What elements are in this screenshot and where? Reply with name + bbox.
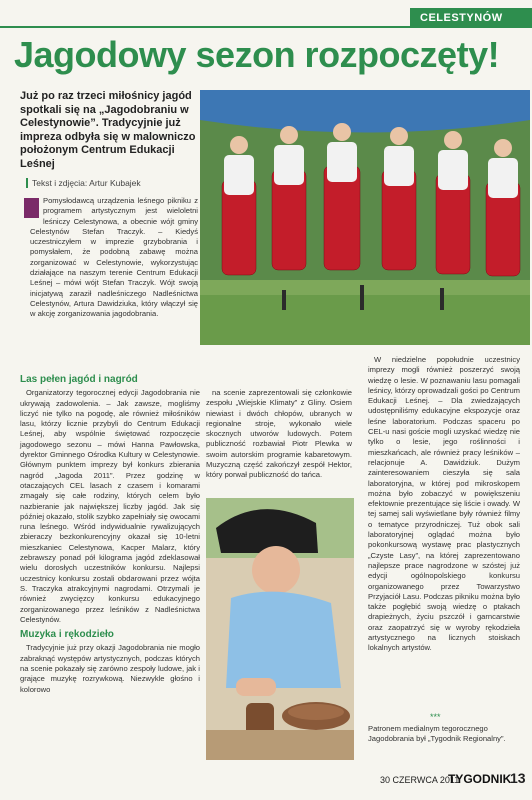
author-credit: Tekst i zdjęcia: Artur Kubajek [26,178,202,188]
article-lead [20,90,200,171]
col3-paragraph: W niedzielne popołudnie uczestnicy imprezy mogli również poszerzyć swoją wiedzę o lesie. W poznawaniu lasu pomagali leśnicy, którzy oprowadzali gości po Centrum Edukacji Leśnej. – Dla zwiedzających udostępniliśmy edukacyjne ekspozycje oraz leśne laboratorium. Podczas spaceru po CEL-u nasi goście mogli uzyskać wiedzę nie tylko o lesie, jego roślinności i mieszkańcach, ale również pracy leśników – relacjonuje A. Dawidziuk. Dużym zainteresowaniem cieszyła się sala laboratoryjna, w której pod mikroskopem można było zobaczyć w powiększeniu efektownie prezentujące się liście i owady. W tej samej sali wyświetlane były również filmy o tematyce przyrodniczej. Tuż obok sali laboratoryjnej oglądać można było pokonkursową wystawę prac plastycznych „Czyste Lasy”, na której zaprezentowano najlepsze prace nagrodzone w szóstej już edycji ogólnopolskiego konkursu organizowanego przez Towarzystwo Przyjaciół Lasu. Podczas pikniku można było także pogłębić swoją wiedzę o ptakach drapieżnych, życiu pszczół i garncarstwie oraz zaopatrzyć się w wyroby rękodzieła artystycznego na licznych stoiskach lokalnych artystów. [368,355,520,653]
col2-paragraph: na scenie zaprezentowali się członkowie zespołu „Wiejskie Klimaty” z Gliny. Osiem niewiast i dwóch chłopów, ubranych w regionalne stroje, wykonało wiele skocznych utworów ludowych. Potem publiczność rozbawiał Piotr Plewka w swoim autorskim programie kabaretowym. Muzyczną część zakończył zespół Hektor, który porwał publiczność do tańca. [206,388,352,480]
drop-cap-marker [24,198,39,218]
footer-brand: TYGODNIK [448,772,512,786]
intro-paragraph [30,196,198,320]
section-rule [0,26,410,28]
intro-text: Pomysłodawcą urządzenia leśnego pikniku z programem artystycznym jest wieloletni leśniczy Celestynowa, a obecnie wójt gminy Celestynów Stefan Traczyk. – Kiedyś uczestniczyłem w imprezie grzybobrania i pomysłałem, że podobną zabawę można zorganizować w Celestynowie, wykorzystując działające na naszym terenie Centrum Edukacji Leśnej – mówi wójt Stefan Traczyk. Wójt swoją inicjatywą zaraził nadleśniczego Nadleśnictwa Celestynów, Artura Dawidziuka, który włączył się w akcję zorganizowania jagodobrania. [30,196,198,319]
col1-paragraph-2: Tradycyjnie już przy okazji Jagodobrania nie mogło zabraknąć występów artystycznych, podczas których na scenie pokazały się zarówno zespoły ludowe, jak i grające muzykę rozrywkową. Niezwykle głośno i kolorowo [20,643,200,694]
separator-stars: *** [430,712,441,722]
photo-boy-pottery [206,498,354,760]
subhead-music: Muzyka i rękodzieło [20,629,114,641]
column-3 [368,355,520,656]
choir-illustration [200,90,530,345]
media-patron-note: Patronem medialnym tegorocznego Jagodobrania był „Tygodnik Regionalny”. [368,724,506,744]
subhead-berries: Las pełen jagód i nagród [20,374,138,385]
article-headline: Jagodowy sezon rozpoczęty! [14,34,500,75]
column-1 [20,370,200,697]
footer-issue-date: 30 CZERWCA 2011 [380,775,460,785]
pottery-illustration [206,498,354,760]
lead-text: Już po raz trzeci miłośnicy jagód spotkali się na „Jagodobraniu w Celestynowie”. Tradycyjnie już impreza odbyła się w malowniczo położonym Centrum Edukacji Leśnej [20,90,196,170]
footer-page-number: 13 [510,770,526,786]
col1-paragraph-1: Organizatorzy tegorocznej edycji Jagodobrania nie ukrywają zadowolenia. – Jak zawsze, mogliśmy liczyć nie tylko na pogodę, ale również miłośników lasu, którzy licznie przybyli do Centrum Edukacji Leśnej, aby wspólnie świętować rozpoczęcie jagodowego sezonu – mówi Hanna Pawłowska, dyrektor Gminnego Ośrodka Kultury w Celestynowie. Głównym punktem imprezy był konkurs zbierania nagród „Jagoda 2011”. Przez godzinę w otaczających CEL lasach z czasem i komarami zmagały się całe rodziny, których celem było nazbieranie jak największej liczby jagód. Jak się później okazało, stolik szybko zapełniały się owocami runa leśnego. Wśród indywidualnie rywalizujących zbieraczy bezkonkurencyjny okazał się 10-letni mieszkaniec Celestynowa, Kacper Malarz, który zebrawszy ponad pół kilograma jagód zdeklasował wielu dorosłych uczestników konkursu. Najlepsi uczestnicy konkursu zostali obdarowani przez wójta S. Traczyka atrakcyjnymi nagrodami. Otrzymali je również zwycięzcy konkursu edukacyjnego zorganizowanego przez leśników z Nadleśnictwa Celestynów. [20,388,200,624]
column-2 [206,388,352,483]
photo-choir-performance [200,90,530,345]
section-tag: CELESTYNÓW [410,8,532,28]
